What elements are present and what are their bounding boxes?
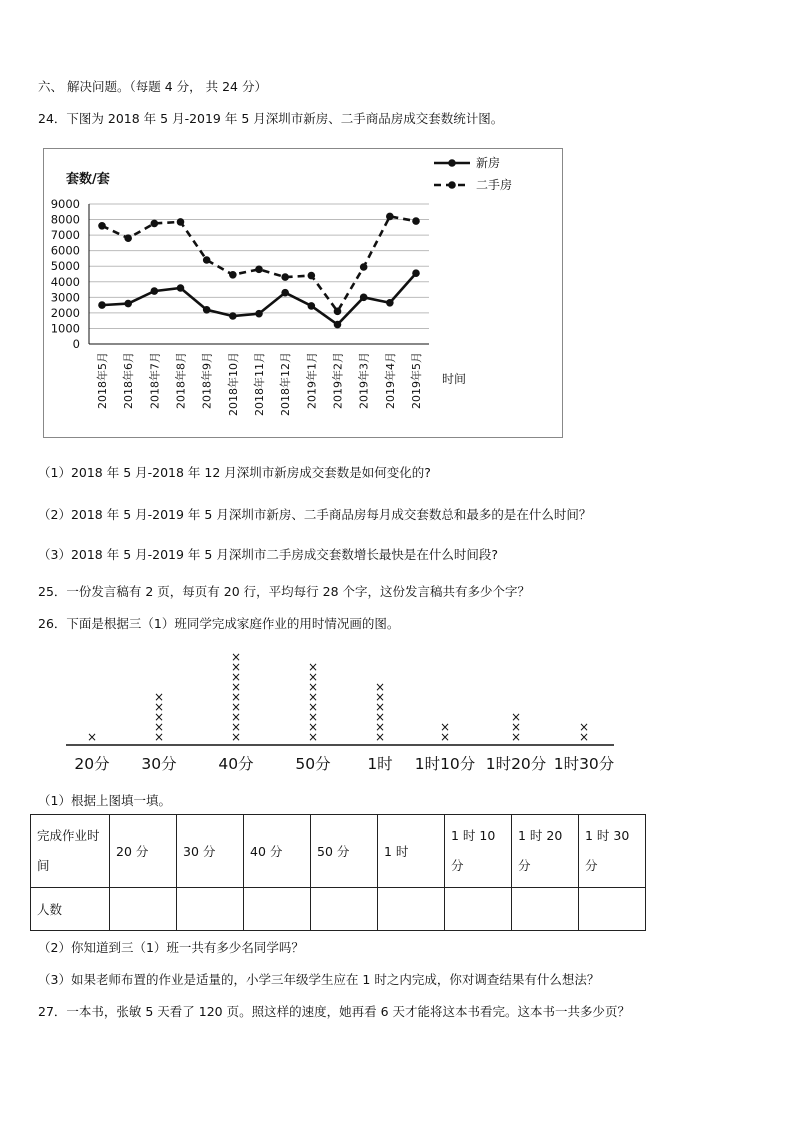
data-point xyxy=(229,271,237,279)
y-axis-title: 套数/套 xyxy=(66,172,110,187)
data-point xyxy=(412,269,420,277)
table-cell: 1 时 10 分 xyxy=(445,815,512,888)
answer-cell[interactable] xyxy=(378,888,445,931)
category-label: 20分 xyxy=(74,755,110,773)
y-tick-label: 5000 xyxy=(50,259,80,274)
y-tick-label: 1000 xyxy=(50,321,80,336)
legend-label-2: 二手房 xyxy=(476,178,513,192)
table-cell: 50 分 xyxy=(311,815,378,888)
q26-stem: 26．下面是根据三（1）班同学完成家庭作业的用时情况画的图。 xyxy=(38,616,400,631)
category-label: 1时20分 xyxy=(485,755,547,773)
x-mark: × xyxy=(578,720,590,734)
data-point xyxy=(151,287,159,295)
data-point xyxy=(308,272,316,280)
answer-cell[interactable] xyxy=(177,888,244,931)
x-mark: × xyxy=(307,690,319,704)
y-tick-label: 3000 xyxy=(50,290,80,305)
data-point xyxy=(151,220,159,228)
category-label: 50分 xyxy=(295,755,331,773)
data-point xyxy=(124,234,132,242)
y-tick-label: 4000 xyxy=(50,274,80,289)
x-mark: × xyxy=(439,730,451,744)
answer-cell[interactable] xyxy=(579,888,646,931)
section-heading: 六、 解决问题。（每题 4 分， 共 24 分） xyxy=(38,79,267,94)
x-mark: × xyxy=(374,690,386,704)
line-chart-frame xyxy=(43,148,563,438)
data-point xyxy=(308,302,316,310)
data-point xyxy=(98,222,106,230)
x-mark: × xyxy=(86,730,98,744)
x-tick-label: 2018年7月 xyxy=(148,352,162,409)
x-mark: × xyxy=(230,660,242,674)
y-tick-label: 0 xyxy=(72,337,80,351)
x-mark: × xyxy=(307,670,319,684)
y-tick-label: 8000 xyxy=(50,212,80,227)
dot-plot xyxy=(60,642,620,777)
answer-cell[interactable] xyxy=(244,888,311,931)
table-cell: 20 分 xyxy=(110,815,177,888)
data-point xyxy=(124,300,132,308)
legend-marker-2 xyxy=(448,181,456,189)
x-mark: × xyxy=(230,730,242,744)
x-mark: × xyxy=(307,700,319,714)
x-axis-title: 时间 xyxy=(442,372,467,386)
table-cell: 30 分 xyxy=(177,815,244,888)
data-point xyxy=(281,289,289,297)
answer-cell[interactable] xyxy=(512,888,579,931)
fill-in-table xyxy=(30,814,646,931)
data-point xyxy=(360,294,368,302)
x-mark: × xyxy=(307,730,319,744)
data-point xyxy=(229,312,237,320)
x-mark: × xyxy=(230,690,242,704)
data-point xyxy=(98,301,106,309)
x-mark: × xyxy=(307,680,319,694)
x-mark: × xyxy=(307,720,319,734)
q27-stem: 27．一本书，张敏 5 天看了 120 页。照这样的速度，她再看 6 天才能将这本书看完。这本书一共多少页？ xyxy=(38,1004,631,1019)
x-tick-label: 2018年5月 xyxy=(96,352,109,409)
legend-label-1: 新房 xyxy=(476,156,501,170)
x-tick-label: 2018年12月 xyxy=(279,352,293,416)
x-mark: × xyxy=(153,730,165,744)
x-mark: × xyxy=(439,720,451,734)
x-mark: × xyxy=(230,700,242,714)
x-mark: × xyxy=(374,730,386,744)
q24-sub1: （1）2018 年 5 月-2018 年 12 月深圳市新房成交套数是如何变化的? xyxy=(38,465,431,480)
x-tick-label: 2018年10月 xyxy=(226,352,240,416)
category-label: 40分 xyxy=(218,755,254,773)
table-row-label: 完成作业时间 xyxy=(31,815,110,888)
x-tick-label: 2019年5月 xyxy=(410,352,423,409)
q24-sub2: （2）2018 年 5 月-2019 年 5 月深圳市新房、二手商品房每月成交套数总和最多的是在什么时间？ xyxy=(38,507,592,522)
data-point xyxy=(255,310,263,318)
answer-cell[interactable] xyxy=(110,888,177,931)
y-tick-label: 7000 xyxy=(50,228,80,243)
data-point xyxy=(386,213,394,221)
data-point xyxy=(255,266,263,274)
x-tick-label: 2019年3月 xyxy=(357,352,371,409)
q24-stem: 24．下图为 2018 年 5 月-2019 年 5 月深圳市新房、二手商品房成交套数统计图。 xyxy=(38,111,504,126)
table-cell: 1 时 20 分 xyxy=(512,815,579,888)
x-mark: × xyxy=(510,730,522,744)
x-tick-label: 2019年2月 xyxy=(331,352,345,409)
data-point xyxy=(412,217,420,225)
x-mark: × xyxy=(374,720,386,734)
x-tick-label: 2019年4月 xyxy=(383,352,397,409)
data-point xyxy=(177,284,185,292)
line-chart xyxy=(44,149,561,436)
category-label: 1时 xyxy=(367,755,393,773)
data-point xyxy=(177,218,185,226)
category-label: 1时10分 xyxy=(414,755,476,773)
x-mark: × xyxy=(153,690,165,704)
q26-sub1: （1）根据上图填一填。 xyxy=(38,793,171,808)
x-mark: × xyxy=(374,700,386,714)
q26-sub2: （2）你知道到三（1）班一共有多少名同学吗？ xyxy=(38,940,304,955)
x-mark: × xyxy=(578,730,590,744)
q26-sub3: （3）如果老师布置的作业是适量的，小学三年级学生应在 1 时之内完成，你对调查结果有什么想法？ xyxy=(38,972,600,987)
data-point xyxy=(334,321,342,329)
data-point xyxy=(203,306,211,314)
x-mark: × xyxy=(307,660,319,674)
x-mark: × xyxy=(374,680,386,694)
q24-sub3: （3）2018 年 5 月-2019 年 5 月深圳市二手房成交套数增长最快是在什么时间段? xyxy=(38,547,498,562)
data-point xyxy=(386,299,394,307)
legend-marker-1 xyxy=(448,159,456,167)
table-cell: 1 时 30 分 xyxy=(579,815,646,888)
x-mark: × xyxy=(153,700,165,714)
x-tick-label: 2018年9月 xyxy=(200,352,214,409)
y-tick-label: 2000 xyxy=(50,305,80,320)
y-tick-label: 9000 xyxy=(50,197,80,211)
x-mark: × xyxy=(230,650,242,664)
data-point xyxy=(203,256,211,264)
x-mark: × xyxy=(510,720,522,734)
data-point xyxy=(281,273,289,281)
q25-stem: 25．一份发言稿有 2 页，每页有 20 行，平均每行 28 个字，这份发言稿共有多少个字？ xyxy=(38,584,531,599)
x-mark: × xyxy=(307,710,319,724)
data-point xyxy=(334,308,342,316)
data-point xyxy=(360,263,368,271)
answer-cell[interactable] xyxy=(445,888,512,931)
table-cell: 40 分 xyxy=(244,815,311,888)
y-tick-label: 6000 xyxy=(50,243,80,258)
table-row-label: 人数 xyxy=(31,888,110,931)
x-mark: × xyxy=(230,710,242,724)
category-label: 30分 xyxy=(141,755,177,773)
category-label: 1时30分 xyxy=(553,755,615,773)
x-mark: × xyxy=(230,680,242,694)
x-mark: × xyxy=(510,710,522,724)
x-tick-label: 2018年11月 xyxy=(253,352,266,416)
x-tick-label: 2018年8月 xyxy=(174,352,188,409)
x-mark: × xyxy=(153,710,165,724)
x-mark: × xyxy=(153,720,165,734)
x-mark: × xyxy=(374,710,386,724)
x-mark: × xyxy=(230,670,242,684)
x-tick-label: 2018年6月 xyxy=(122,352,136,409)
x-tick-label: 2019年1月 xyxy=(305,352,319,409)
x-mark: × xyxy=(230,720,242,734)
answer-cell[interactable] xyxy=(311,888,378,931)
table-cell: 1 时 xyxy=(378,815,445,888)
